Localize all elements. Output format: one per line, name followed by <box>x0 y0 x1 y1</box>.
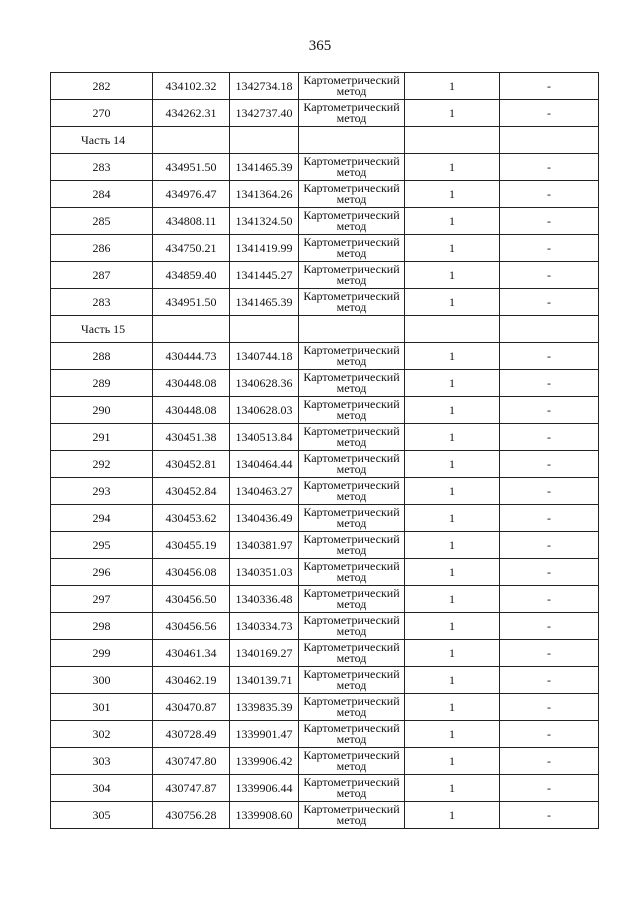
table-row <box>51 613 599 640</box>
value-cell: - <box>500 694 599 721</box>
accuracy-cell: 1 <box>405 397 500 424</box>
method-line2: метод <box>336 597 367 611</box>
method-line1: Картометрический <box>303 694 400 708</box>
value-cell: - <box>500 667 599 694</box>
table-row <box>51 721 599 748</box>
x-coordinate-cell: 430448.08 <box>153 397 230 424</box>
x-coordinate-cell: 430456.08 <box>153 559 230 586</box>
section-row <box>51 316 599 343</box>
method-line2: метод <box>336 570 367 584</box>
accuracy-cell: 1 <box>405 424 500 451</box>
method-cell <box>299 478 405 505</box>
y-coordinate-cell: 1341364.26 <box>230 181 299 208</box>
table-row <box>51 154 599 181</box>
x-coordinate-cell: 430456.50 <box>153 586 230 613</box>
x-coordinate-cell: 434951.50 <box>153 154 230 181</box>
y-coordinate-cell: 1339908.60 <box>230 802 299 829</box>
method-cell <box>299 424 405 451</box>
table-row <box>51 289 599 316</box>
coordinates-table <box>50 72 599 829</box>
x-coordinate-cell: 430461.34 <box>153 640 230 667</box>
method-cell <box>299 775 405 802</box>
section-empty-cell <box>230 316 299 343</box>
method-line1: Картометрический <box>303 451 400 465</box>
point-number-cell: 294 <box>51 505 153 532</box>
method-line2: метод <box>336 732 367 746</box>
method-line2: метод <box>336 813 367 827</box>
table-row <box>51 505 599 532</box>
table-row <box>51 748 599 775</box>
table-row <box>51 235 599 262</box>
accuracy-cell: 1 <box>405 586 500 613</box>
x-coordinate-cell: 430756.28 <box>153 802 230 829</box>
method-line1: Картометрический <box>303 154 400 168</box>
accuracy-cell: 1 <box>405 181 500 208</box>
section-row <box>51 127 599 154</box>
table-row <box>51 586 599 613</box>
accuracy-cell: 1 <box>405 667 500 694</box>
x-coordinate-cell: 434859.40 <box>153 262 230 289</box>
method-cell <box>299 397 405 424</box>
page-number: 365 <box>308 38 332 54</box>
method-cell <box>299 289 405 316</box>
x-coordinate-cell: 434951.50 <box>153 289 230 316</box>
accuracy-cell: 1 <box>405 73 500 100</box>
table-row <box>51 775 599 802</box>
method-cell <box>299 370 405 397</box>
method-cell <box>299 505 405 532</box>
y-coordinate-cell: 1340744.18 <box>230 343 299 370</box>
section-empty-cell <box>500 127 599 154</box>
method-line2: метод <box>336 408 367 422</box>
method-cell <box>299 721 405 748</box>
point-number-cell: 285 <box>51 208 153 235</box>
value-cell: - <box>500 370 599 397</box>
value-cell: - <box>500 262 599 289</box>
table-row <box>51 343 599 370</box>
value-cell: - <box>500 289 599 316</box>
x-coordinate-cell: 434102.32 <box>153 73 230 100</box>
method-cell <box>299 451 405 478</box>
value-cell: - <box>500 208 599 235</box>
table-row <box>51 694 599 721</box>
method-cell <box>299 748 405 775</box>
y-coordinate-cell: 1339835.39 <box>230 694 299 721</box>
method-line1: Картометрический <box>303 559 400 573</box>
point-number-cell: 284 <box>51 181 153 208</box>
table-row <box>51 181 599 208</box>
y-coordinate-cell: 1340628.36 <box>230 370 299 397</box>
x-coordinate-cell: 434808.11 <box>153 208 230 235</box>
method-line1: Картометрический <box>303 667 400 681</box>
value-cell: - <box>500 505 599 532</box>
section-empty-cell <box>153 316 230 343</box>
value-cell: - <box>500 640 599 667</box>
method-cell <box>299 262 405 289</box>
point-number-cell: 297 <box>51 586 153 613</box>
table-row <box>51 802 599 829</box>
method-line1: Картометрический <box>303 424 400 438</box>
accuracy-cell: 1 <box>405 262 500 289</box>
table-row <box>51 559 599 586</box>
method-cell <box>299 73 405 100</box>
section-empty-cell <box>405 127 500 154</box>
section-empty-cell <box>230 127 299 154</box>
accuracy-cell: 1 <box>405 343 500 370</box>
y-coordinate-cell: 1339906.44 <box>230 775 299 802</box>
method-cell <box>299 181 405 208</box>
method-cell <box>299 208 405 235</box>
y-coordinate-cell: 1340436.49 <box>230 505 299 532</box>
method-line1: Картометрический <box>303 775 400 789</box>
point-number-cell: 304 <box>51 775 153 802</box>
y-coordinate-cell: 1340463.27 <box>230 478 299 505</box>
method-line2: метод <box>336 381 367 395</box>
method-line2: метод <box>336 516 367 530</box>
x-coordinate-cell: 430470.87 <box>153 694 230 721</box>
point-number-cell: 300 <box>51 667 153 694</box>
method-cell <box>299 613 405 640</box>
method-cell <box>299 532 405 559</box>
method-cell <box>299 100 405 127</box>
method-line2: метод <box>336 462 367 476</box>
point-number-cell: 293 <box>51 478 153 505</box>
point-number-cell: 298 <box>51 613 153 640</box>
point-number-cell: 296 <box>51 559 153 586</box>
method-line1: Картометрический <box>303 505 400 519</box>
value-cell: - <box>500 235 599 262</box>
point-number-cell: 303 <box>51 748 153 775</box>
method-cell <box>299 559 405 586</box>
point-number-cell: 295 <box>51 532 153 559</box>
y-coordinate-cell: 1342737.40 <box>230 100 299 127</box>
table-row <box>51 73 599 100</box>
method-cell <box>299 640 405 667</box>
x-coordinate-cell: 430747.87 <box>153 775 230 802</box>
method-line1: Картометрический <box>303 397 400 411</box>
accuracy-cell: 1 <box>405 613 500 640</box>
method-line1: Картометрический <box>303 532 400 546</box>
point-number-cell: 291 <box>51 424 153 451</box>
value-cell: - <box>500 748 599 775</box>
x-coordinate-cell: 430455.19 <box>153 532 230 559</box>
section-empty-cell <box>299 127 405 154</box>
method-line1: Картометрический <box>303 235 400 249</box>
value-cell: - <box>500 532 599 559</box>
x-coordinate-cell: 430456.56 <box>153 613 230 640</box>
method-line2: метод <box>336 111 367 125</box>
section-label: Часть 14 <box>51 127 153 154</box>
method-line1: Картометрический <box>303 802 400 816</box>
point-number-cell: 290 <box>51 397 153 424</box>
x-coordinate-cell: 430444.73 <box>153 343 230 370</box>
value-cell: - <box>500 478 599 505</box>
x-coordinate-cell: 430448.08 <box>153 370 230 397</box>
section-empty-cell <box>405 316 500 343</box>
point-number-cell: 302 <box>51 721 153 748</box>
accuracy-cell: 1 <box>405 235 500 262</box>
table-row <box>51 424 599 451</box>
method-line1: Картометрический <box>303 343 400 357</box>
method-line2: метод <box>336 489 367 503</box>
table-row <box>51 451 599 478</box>
point-number-cell: 292 <box>51 451 153 478</box>
method-line1: Картометрический <box>303 586 400 600</box>
x-coordinate-cell: 430453.62 <box>153 505 230 532</box>
method-line1: Картометрический <box>303 262 400 276</box>
point-number-cell: 288 <box>51 343 153 370</box>
accuracy-cell: 1 <box>405 505 500 532</box>
point-number-cell: 287 <box>51 262 153 289</box>
y-coordinate-cell: 1340513.84 <box>230 424 299 451</box>
accuracy-cell: 1 <box>405 694 500 721</box>
table-row <box>51 397 599 424</box>
table-row <box>51 532 599 559</box>
method-line2: метод <box>336 84 367 98</box>
section-label: Часть 15 <box>51 316 153 343</box>
method-line2: метод <box>336 219 367 233</box>
method-cell <box>299 694 405 721</box>
value-cell: - <box>500 343 599 370</box>
method-line2: метод <box>336 192 367 206</box>
value-cell: - <box>500 613 599 640</box>
table-row <box>51 262 599 289</box>
y-coordinate-cell: 1341324.50 <box>230 208 299 235</box>
method-line1: Картометрический <box>303 73 400 87</box>
method-line1: Картометрический <box>303 721 400 735</box>
point-number-cell: 283 <box>51 289 153 316</box>
method-line1: Картометрический <box>303 640 400 654</box>
y-coordinate-cell: 1340464.44 <box>230 451 299 478</box>
method-line1: Картометрический <box>303 478 400 492</box>
accuracy-cell: 1 <box>405 721 500 748</box>
method-cell <box>299 586 405 613</box>
value-cell: - <box>500 397 599 424</box>
table-row <box>51 370 599 397</box>
method-line1: Картометрический <box>303 181 400 195</box>
y-coordinate-cell: 1341465.39 <box>230 154 299 181</box>
point-number-cell: 305 <box>51 802 153 829</box>
value-cell: - <box>500 586 599 613</box>
accuracy-cell: 1 <box>405 451 500 478</box>
table-row <box>51 640 599 667</box>
method-line2: метод <box>336 354 367 368</box>
method-line2: метод <box>336 246 367 260</box>
value-cell: - <box>500 181 599 208</box>
accuracy-cell: 1 <box>405 532 500 559</box>
method-line2: метод <box>336 435 367 449</box>
method-line2: метод <box>336 678 367 692</box>
y-coordinate-cell: 1339901.47 <box>230 721 299 748</box>
method-line1: Картометрический <box>303 208 400 222</box>
y-coordinate-cell: 1340334.73 <box>230 613 299 640</box>
x-coordinate-cell: 430452.81 <box>153 451 230 478</box>
y-coordinate-cell: 1340628.03 <box>230 397 299 424</box>
accuracy-cell: 1 <box>405 802 500 829</box>
value-cell: - <box>500 721 599 748</box>
accuracy-cell: 1 <box>405 100 500 127</box>
x-coordinate-cell: 430452.84 <box>153 478 230 505</box>
point-number-cell: 283 <box>51 154 153 181</box>
x-coordinate-cell: 430462.19 <box>153 667 230 694</box>
method-line1: Картометрический <box>303 748 400 762</box>
method-line2: метод <box>336 651 367 665</box>
x-coordinate-cell: 430728.49 <box>153 721 230 748</box>
value-cell: - <box>500 775 599 802</box>
accuracy-cell: 1 <box>405 559 500 586</box>
method-line2: метод <box>336 759 367 773</box>
y-coordinate-cell: 1340169.27 <box>230 640 299 667</box>
y-coordinate-cell: 1340351.03 <box>230 559 299 586</box>
point-number-cell: 270 <box>51 100 153 127</box>
method-line2: метод <box>336 624 367 638</box>
y-coordinate-cell: 1341445.27 <box>230 262 299 289</box>
value-cell: - <box>500 559 599 586</box>
value-cell: - <box>500 802 599 829</box>
point-number-cell: 286 <box>51 235 153 262</box>
y-coordinate-cell: 1342734.18 <box>230 73 299 100</box>
method-line2: метод <box>336 300 367 314</box>
method-line1: Картометрический <box>303 613 400 627</box>
accuracy-cell: 1 <box>405 640 500 667</box>
value-cell: - <box>500 73 599 100</box>
method-line2: метод <box>336 273 367 287</box>
method-line1: Картометрический <box>303 100 400 114</box>
method-cell <box>299 154 405 181</box>
value-cell: - <box>500 424 599 451</box>
y-coordinate-cell: 1340336.48 <box>230 586 299 613</box>
section-empty-cell <box>299 316 405 343</box>
method-cell <box>299 667 405 694</box>
method-cell <box>299 235 405 262</box>
y-coordinate-cell: 1341419.99 <box>230 235 299 262</box>
x-coordinate-cell: 434976.47 <box>153 181 230 208</box>
table-row <box>51 100 599 127</box>
y-coordinate-cell: 1340381.97 <box>230 532 299 559</box>
accuracy-cell: 1 <box>405 478 500 505</box>
y-coordinate-cell: 1339906.42 <box>230 748 299 775</box>
section-empty-cell <box>153 127 230 154</box>
method-line2: метод <box>336 543 367 557</box>
accuracy-cell: 1 <box>405 748 500 775</box>
method-cell <box>299 802 405 829</box>
x-coordinate-cell: 434750.21 <box>153 235 230 262</box>
table-body <box>51 73 599 829</box>
value-cell: - <box>500 100 599 127</box>
method-line1: Картометрический <box>303 370 400 384</box>
y-coordinate-cell: 1341465.39 <box>230 289 299 316</box>
x-coordinate-cell: 430451.38 <box>153 424 230 451</box>
value-cell: - <box>500 451 599 478</box>
point-number-cell: 299 <box>51 640 153 667</box>
table-row <box>51 208 599 235</box>
method-line2: метод <box>336 705 367 719</box>
point-number-cell: 289 <box>51 370 153 397</box>
method-line2: метод <box>336 165 367 179</box>
accuracy-cell: 1 <box>405 775 500 802</box>
accuracy-cell: 1 <box>405 208 500 235</box>
point-number-cell: 282 <box>51 73 153 100</box>
method-line2: метод <box>336 786 367 800</box>
x-coordinate-cell: 430747.80 <box>153 748 230 775</box>
section-empty-cell <box>500 316 599 343</box>
accuracy-cell: 1 <box>405 154 500 181</box>
point-number-cell: 301 <box>51 694 153 721</box>
accuracy-cell: 1 <box>405 370 500 397</box>
value-cell: - <box>500 154 599 181</box>
y-coordinate-cell: 1340139.71 <box>230 667 299 694</box>
method-cell <box>299 343 405 370</box>
method-line1: Картометрический <box>303 289 400 303</box>
table-row <box>51 478 599 505</box>
table-row <box>51 667 599 694</box>
accuracy-cell: 1 <box>405 289 500 316</box>
x-coordinate-cell: 434262.31 <box>153 100 230 127</box>
